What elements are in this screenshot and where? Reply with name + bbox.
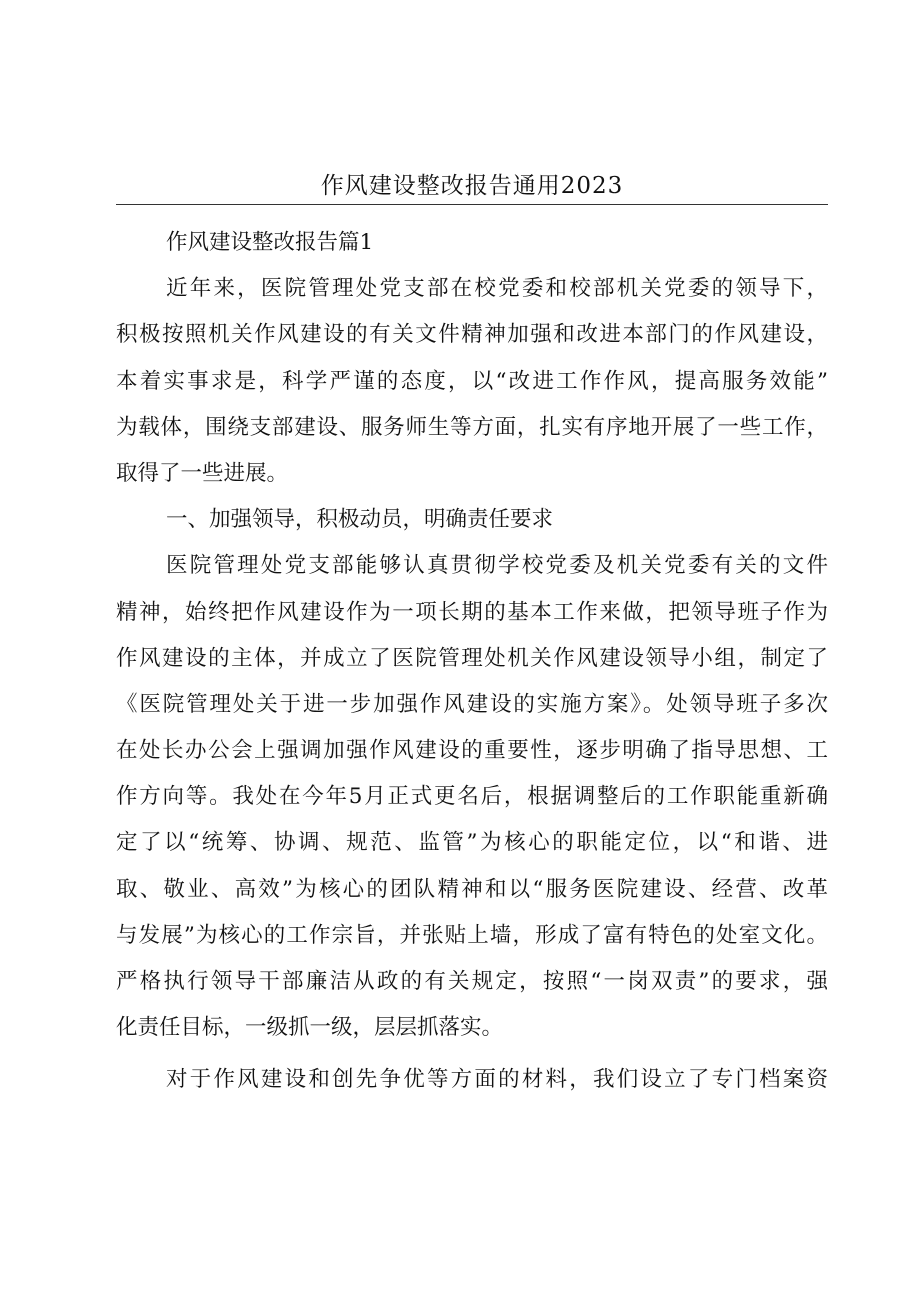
document-body — [116, 220, 828, 1104]
text-line: 近年来，医院管理处党支部在校党委和校部机关党委的领导下， — [166, 276, 828, 302]
text-line: 对于作风建设和创先争优等方面的材料，我们设立了专门档案资 — [166, 1067, 828, 1093]
text-line: 严格执行领导干部廉洁从政的有关规定，按照“一岗双责”的要求，强 — [116, 969, 828, 994]
text-line: 取、敬业、高效”为核心的团队精神和以“服务医院建设、经营、改革 — [116, 876, 828, 902]
text-line: 取得了一些进展。 — [116, 460, 289, 486]
text-line: 作方向等。我处在今年5月正式更名后，根据调整后的工作职能重新确 — [116, 784, 828, 810]
text-line: 定了以“统筹、协调、规范、监管”为核心的职能定位，以“和谐、进 — [116, 830, 828, 856]
text-line: 积极按照机关作风建设的有关文件精神加强和改进本部门的作风建设， — [116, 322, 828, 348]
text-line: 为载体，围绕支部建设、服务师生等方面，扎实有序地开展了一些工作， — [116, 414, 828, 440]
text-line: 精神，始终把作风建设作为一项长期的基本工作来做，把领导班子作为 — [116, 599, 828, 625]
text-line: 医院管理处党支部能够认真贯彻学校党委及机关党委有关的文件 — [166, 553, 828, 579]
title-underline — [116, 204, 828, 205]
text-line: 一、加强领导，积极动员，明确责任要求 — [166, 507, 554, 533]
text-line: 在处长办公会上强调加强作风建设的重要性，逐步明确了指导思想、工 — [116, 738, 828, 764]
text-line: 与发展”为核心的工作宗旨，并张贴上墙，形成了富有特色的处室文化。 — [116, 922, 828, 948]
document-title: 作风建设整改报告通用2023 — [320, 173, 624, 199]
text-line: 作风建设的主体，并成立了医院管理处机关作风建设领导小组，制定了 — [116, 645, 828, 671]
section-heading: 作风建设整改报告篇1 — [166, 230, 374, 255]
text-line: 化责任目标，一级抓一级，层层抓落实。 — [116, 1015, 504, 1041]
text-line: 《医院管理处关于进一步加强作风建设的实施方案》。处领导班子多次 — [116, 691, 828, 717]
text-line: 本着实事求是，科学严谨的态度，以“改进工作作风，提高服务效能” — [116, 368, 828, 394]
